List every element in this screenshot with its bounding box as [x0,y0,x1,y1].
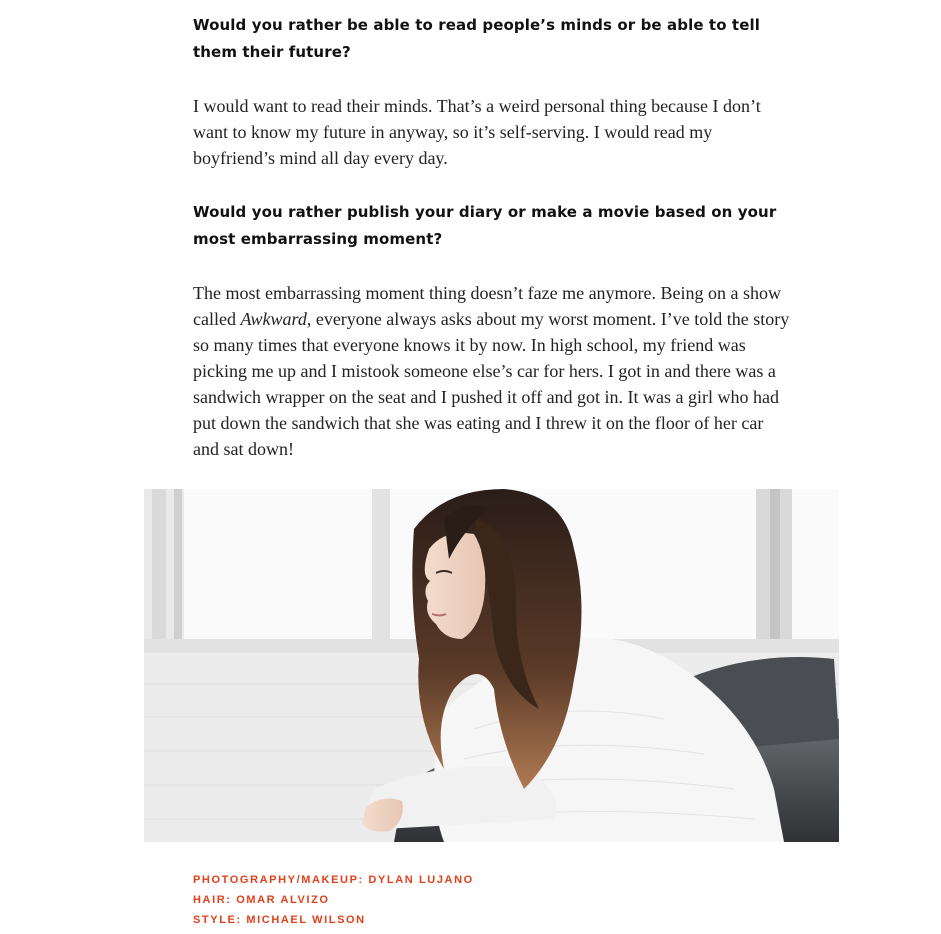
credit-hair: HAIR: OMAR ALVIZO [193,894,330,906]
show-title-italic: Awkward [240,309,307,329]
question-1: Would you rather be able to read people’s minds or be able to tell them their future? [193,16,760,61]
answer-2-text-before: The most embarrassing moment thing doesn’t faze me anymore. Being on a show called [193,283,782,329]
answer-2 [193,280,793,462]
credit-style: STYLE: MICHAEL WILSON [193,914,366,926]
answer-1: I would want to read their minds. That’s a weird personal thing because I don’t want to know my future in anyway, so it’s self-serving. I would read my boyfriend’s mind all day every day. [193,96,761,168]
portrait-photo-illustration [144,489,839,842]
answer-2-text-after: , everyone always asks about my worst moment. I’ve told the story so many times that everyone knows it by now. In high school, my friend was picking me up and I mistook someone else’s car for hers. I got in and there was a sandwich wrapper on the seat and I pushed it off and got in. It was a girl who had put down the sandwich that she was eating and I threw it on the floor of her car and sat down! [193,309,790,459]
article-photo [144,489,839,842]
credit-photography: PHOTOGRAPHY/MAKEUP: DYLAN LUJANO [193,874,474,886]
question-2: Would you rather publish your diary or make a movie based on your most embarrassing moment? [193,203,777,248]
photo-credits [193,870,793,930]
